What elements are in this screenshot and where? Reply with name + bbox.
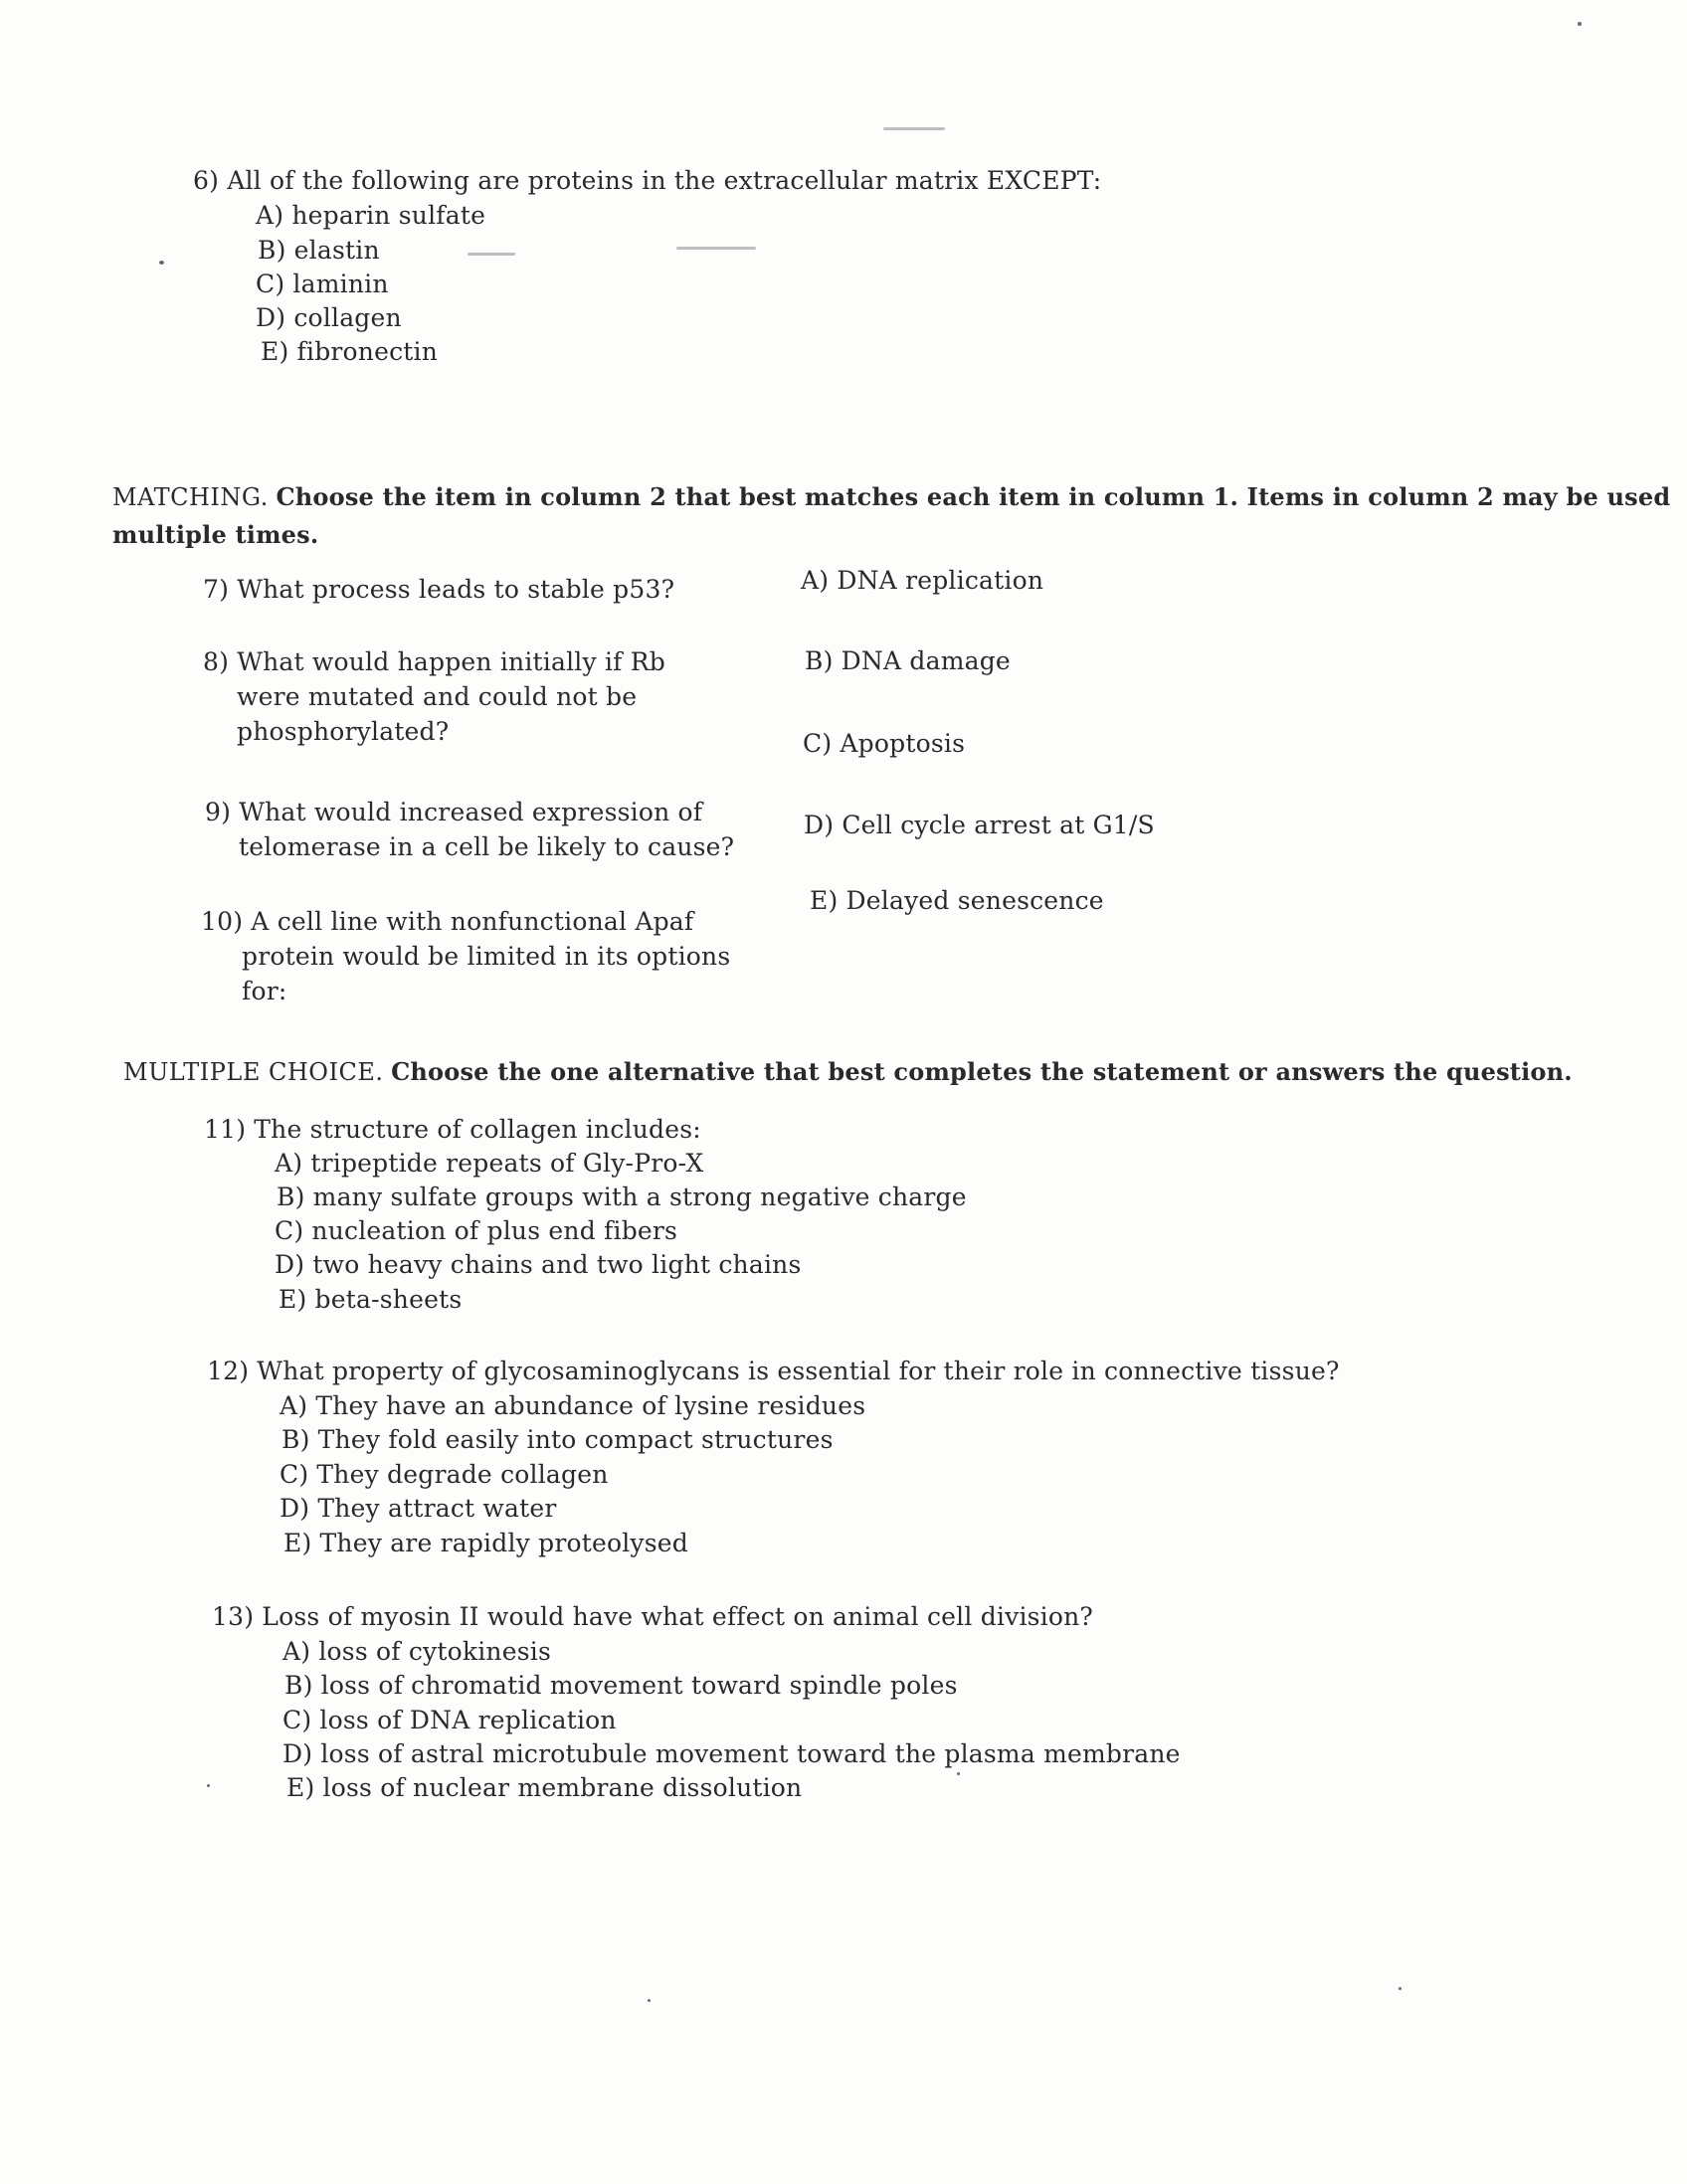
answer-option: E) beta-sheets [279,1285,463,1314]
matching-choice: B) DNA damage [805,646,1011,675]
matching-item-line: were mutated and could not be [237,682,638,711]
scan-speck [207,1784,210,1787]
answer-option: E) loss of nuclear membrane dissolution [286,1773,803,1802]
matching-choice: D) Cell cycle arrest at G1/S [804,811,1155,839]
section-instruction: Choose the one alternative that best completes the statement or answers the question. [391,1057,1573,1086]
scan-speck [1399,1987,1402,1990]
answer-option: B) loss of chromatid movement toward spindle poles [284,1671,958,1700]
answer-option: B) They fold easily into compact structures [281,1425,834,1454]
answer-option: D) collagen [256,303,402,332]
matching-heading-cont [112,519,318,551]
section-label: MULTIPLE CHOICE. [123,1058,384,1086]
matching-item-line: 9) What would increased expression of [205,798,703,826]
section-instruction-cont: multiple times. [112,520,319,549]
answer-option: A) tripeptide repeats of Gly-Pro-X [275,1149,704,1178]
matching-choice: E) Delayed senescence [810,886,1104,915]
question-stem: 6) All of the following are proteins in the extracellular matrix EXCEPT: [193,166,1102,195]
answer-option: A) They have an abundance of lysine residues [280,1391,866,1420]
multiple-choice-heading [123,1056,1573,1088]
answer-option: D) They attract water [280,1494,557,1523]
scan-speck [159,261,164,265]
question-stem: 13) Loss of myosin II would have what effect on animal cell division? [212,1602,1094,1631]
matching-item-line: protein would be limited in its options [242,942,731,971]
matching-heading [112,481,1670,513]
matching-item-line: 7) What process leads to stable p53? [203,575,675,604]
section-label: MATCHING. [112,483,269,511]
answer-option: B) elastin [258,236,380,265]
scan-smudge [883,127,945,130]
answer-option: C) They degrade collagen [280,1460,609,1489]
answer-option: C) nucleation of plus end fibers [275,1216,678,1245]
matching-choice: C) Apoptosis [803,729,966,758]
answer-option: A) loss of cytokinesis [282,1637,551,1666]
scan-smudge [676,247,756,250]
matching-item-line: phosphorylated? [237,717,450,746]
scan-speck [957,1772,960,1775]
answer-option: E) They are rapidly proteolysed [283,1529,688,1557]
answer-option: D) two heavy chains and two light chains [275,1250,802,1279]
matching-item-line: telomerase in a cell be likely to cause? [239,832,735,861]
scan-smudge [468,253,515,256]
answer-option: E) fibronectin [261,337,439,366]
answer-option: A) heparin sulfate [256,201,486,230]
scan-speck [648,1999,651,2002]
answer-option: C) loss of DNA replication [282,1706,617,1734]
scan-speck [1578,22,1582,26]
answer-option: B) many sulfate groups with a strong negative charge [277,1183,967,1211]
matching-item-line: 10) A cell line with nonfunctional Apaf [201,907,694,936]
answer-option: C) laminin [256,270,389,298]
section-instruction: Choose the item in column 2 that best matches each item in column 1. Items in column 2 may be used [276,482,1671,511]
matching-item-line: for: [242,977,287,1005]
question-stem: 11) The structure of collagen includes: [204,1115,701,1144]
matching-choice: A) DNA replication [801,566,1044,595]
question-stem: 12) What property of glycosaminoglycans is essential for their role in connective tissue? [207,1357,1340,1385]
answer-option: D) loss of astral microtubule movement toward the plasma membrane [282,1739,1181,1768]
matching-item-line: 8) What would happen initially if Rb [203,647,665,676]
